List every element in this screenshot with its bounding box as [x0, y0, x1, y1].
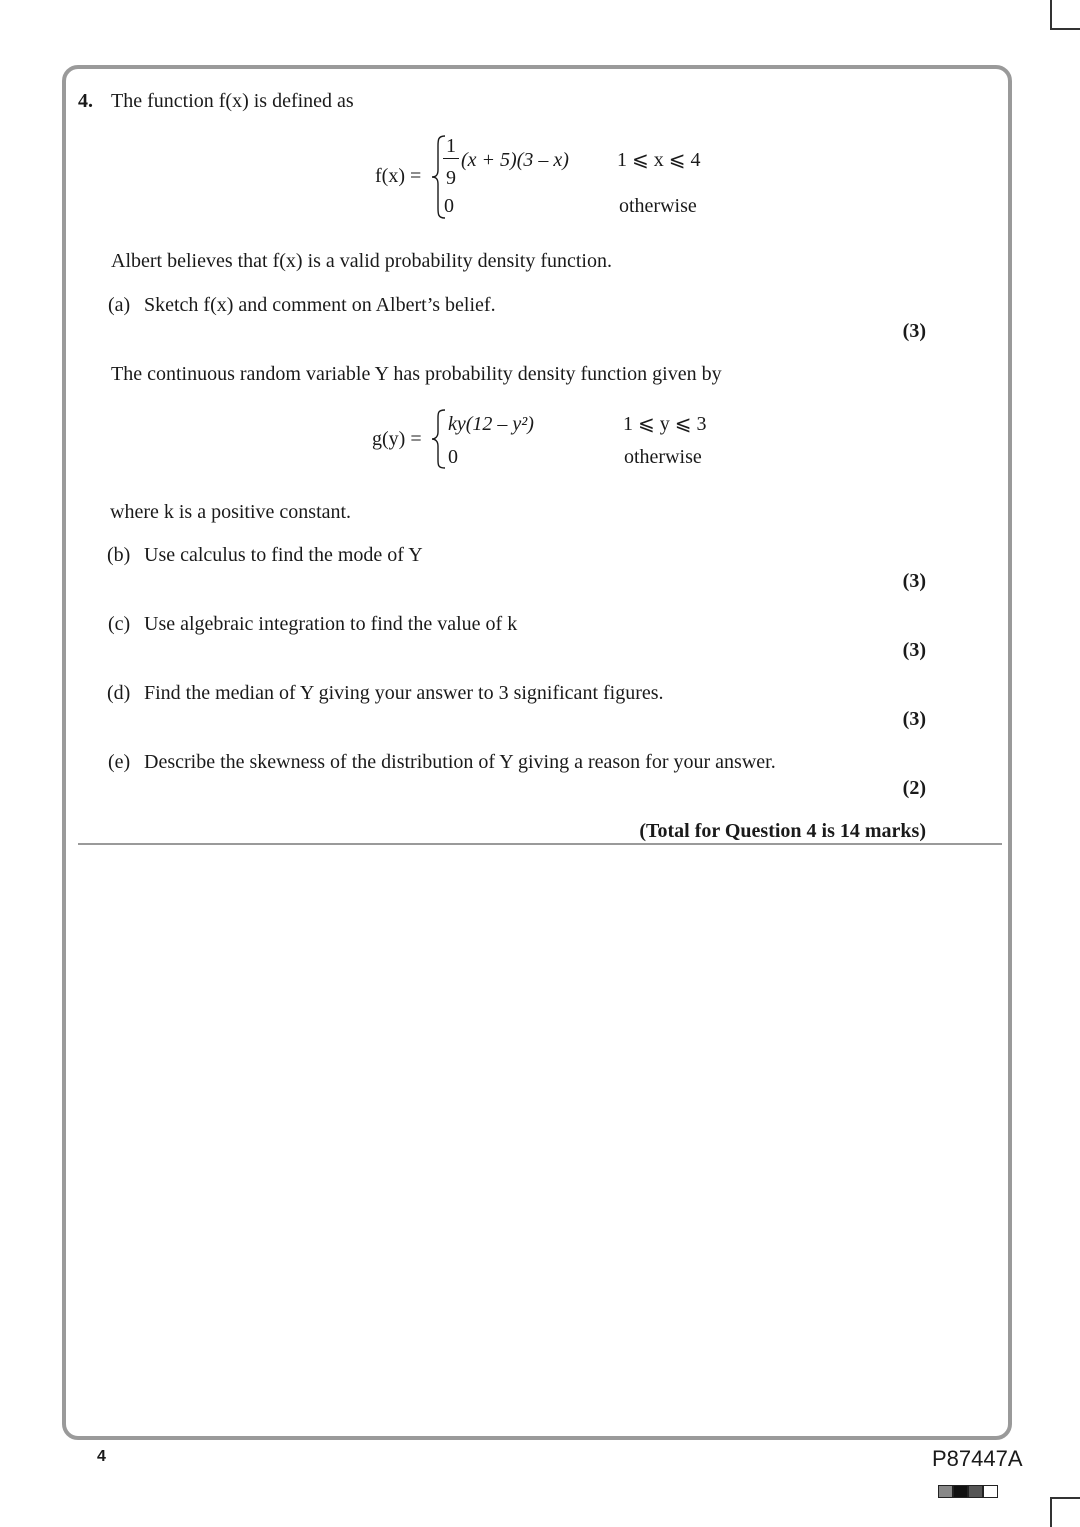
g-case2-expression: 0	[448, 446, 458, 468]
barcode-block-1	[938, 1485, 953, 1498]
barcode-block-4	[983, 1485, 998, 1498]
part-a-text: Sketch f(x) and comment on Albert’s belief.	[144, 294, 496, 316]
barcode-blocks	[938, 1485, 998, 1498]
g-brace	[431, 408, 447, 470]
part-c-label: (c)	[108, 613, 131, 635]
part-e-text: Describe the skewness of the distribution of Y giving a reason for your answer.	[144, 751, 776, 773]
part-e-label: (e)	[108, 751, 131, 773]
barcode-block-2	[953, 1485, 968, 1498]
part-c-text: Use algebraic integration to find the value of k	[144, 613, 518, 635]
page-number: 4	[97, 1448, 106, 1465]
f-fraction-numerator: 1	[446, 135, 456, 157]
continuous-statement: The continuous random variable Y has probability density function given by	[111, 363, 722, 385]
g-case1-condition: 1 ⩽ y ⩽ 3	[623, 413, 707, 435]
g-lhs: g(y) =	[372, 428, 422, 450]
g-case2-condition: otherwise	[624, 446, 702, 468]
paper-code: P87447A	[932, 1446, 1023, 1471]
f-case2-condition: otherwise	[619, 195, 697, 217]
crop-mark-bottom	[1050, 1497, 1052, 1527]
part-b-marks: (3)	[902, 570, 926, 592]
question-intro: The function f(x) is defined as	[111, 90, 354, 112]
f-case1-condition: 1 ⩽ x ⩽ 4	[617, 149, 701, 171]
part-d-text: Find the median of Y giving your answer to 3 significant figures.	[144, 682, 664, 704]
part-d-label: (d)	[107, 682, 131, 704]
f-lhs: f(x) =	[375, 165, 422, 187]
g-case1-expression: ky(12 – y²)	[448, 413, 534, 435]
crop-mark-bottom-h	[1052, 1497, 1080, 1499]
f-case1-expression: (x + 5)(3 – x)	[461, 149, 569, 171]
f-fraction-denominator: 9	[446, 167, 456, 189]
question-total: (Total for Question 4 is 14 marks)	[639, 820, 926, 842]
albert-statement: Albert believes that f(x) is a valid probability density function.	[111, 250, 612, 272]
where-k-statement: where k is a positive constant.	[110, 501, 352, 523]
f-fraction-bar	[443, 158, 459, 159]
part-b-text: Use calculus to find the mode of Y	[144, 544, 423, 566]
question-divider	[78, 843, 1002, 845]
part-a-marks: (3)	[902, 320, 926, 342]
barcode-block-3	[968, 1485, 983, 1498]
part-c-marks: (3)	[902, 639, 926, 661]
crop-mark-top-h	[1052, 28, 1080, 30]
part-a-label: (a)	[108, 294, 131, 316]
part-d-marks: (3)	[902, 708, 926, 730]
question-number: 4.	[78, 90, 93, 112]
f-case2-expression: 0	[444, 195, 454, 217]
crop-mark-top	[1050, 0, 1052, 30]
part-e-marks: (2)	[902, 777, 926, 799]
part-b-label: (b)	[107, 544, 131, 566]
